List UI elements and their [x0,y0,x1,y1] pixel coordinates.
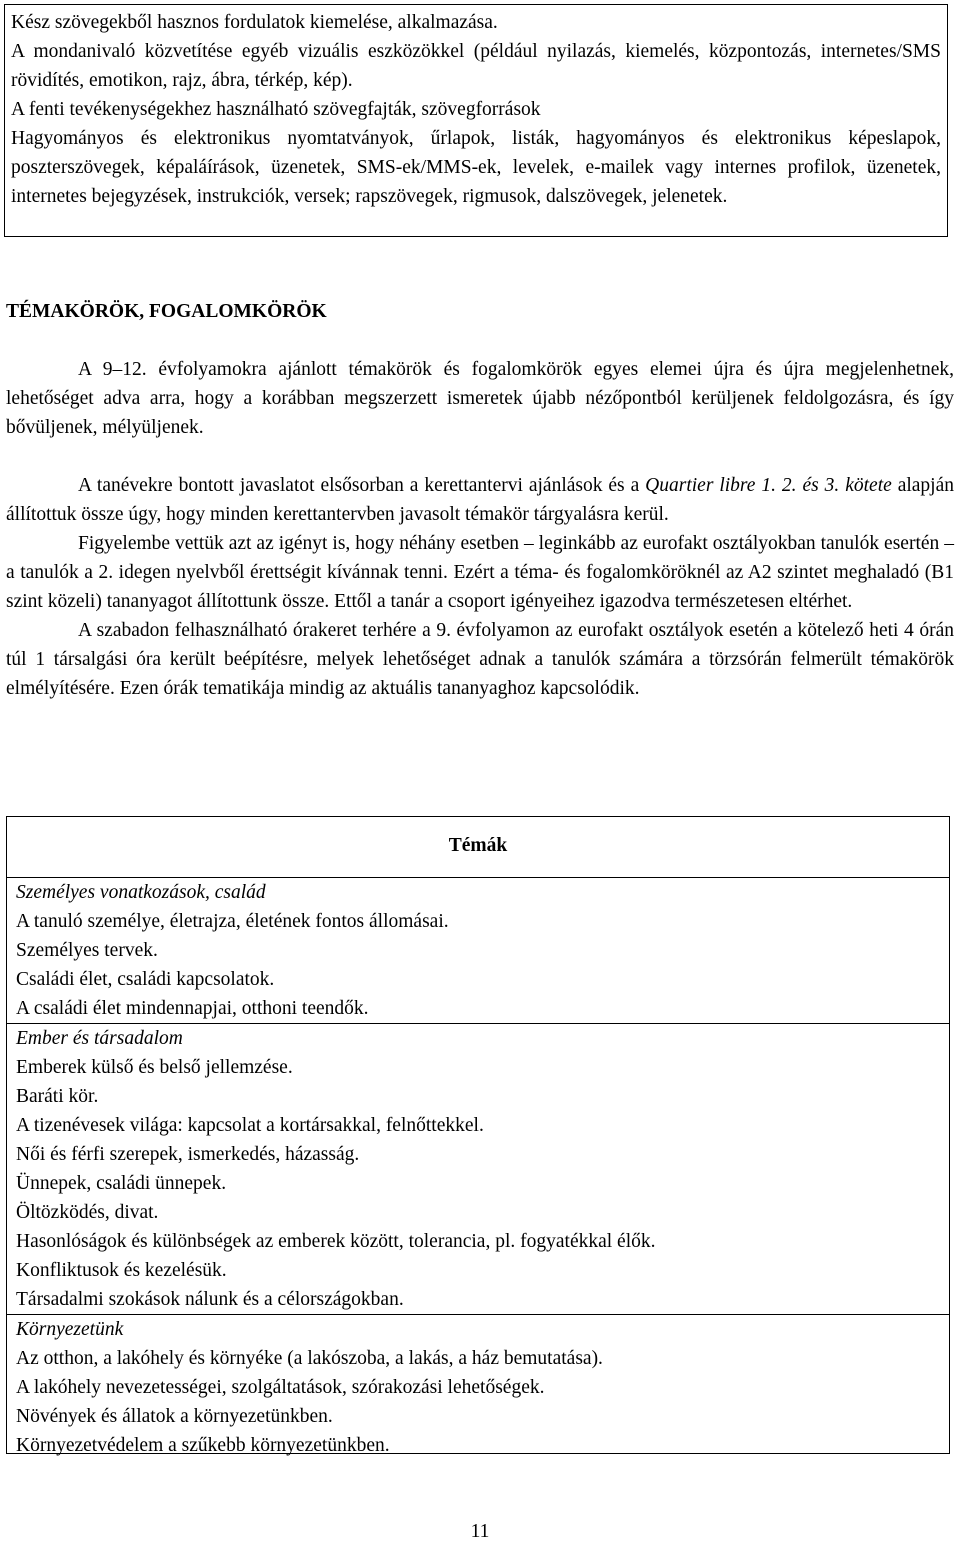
topic-item: Családi élet, családi kapcsolatok. [16,969,275,990]
topic-group [7,877,949,1023]
topics-title: Témák [448,835,508,856]
topic-item: A lakóhely nevezetességei, szolgáltatások, szórakozási lehetőségek. [16,1377,545,1398]
section-heading: TÉMAKÖRÖK, FOGALOMKÖRÖK [6,301,327,322]
activity-line: Kész szövegekből hasznos fordulatok kiemelése, alkalmazása. [11,12,498,33]
topic-item: Az otthon, a lakóhely és környéke (a lakószoba, a lakás, a ház bemutatása). [16,1348,603,1369]
paragraph: Figyelembe vettük azt az igényt is, hogy néhány esetben – leginkább az eurofakt osztályokban tanulók esertén – a tanulók a 2. idegen nyelvből érettségit kívánnak tenni. Ezért a téma- és fogalomköröknél az A2 szintet meghaladó (B1 szint közeli) tananyagot állítottunk össze. Ettől a tanár a csoport igényeihez igazodva természetesen eltérhet. [6,533,954,612]
activity-line: A mondanivaló közvetítése egyéb vizuális eszközökkel (például nyilazás, kiemelés, központozás, internetes/SMS rövidítés, emotikon, rajz, ábra, térkép, kép). [11,41,941,91]
activities-box [4,4,948,237]
paragraph-text: alapján állítottuk össze úgy, hogy minden kerettantervben javasolt témakör tárgyalásra kerül. [6,475,954,525]
topic-item: Hasonlóságok és különbségek az emberek között, tolerancia, pl. fogyatékkal élők. [16,1231,656,1252]
topic-item: Növények és állatok a környezetünkben. [16,1406,333,1427]
topic-item: Ünnepek, családi ünnepek. [16,1173,227,1194]
topic-item: Emberek külső és belső jellemzése. [16,1057,293,1078]
paragraph [6,471,954,529]
topic-item: Környezetvédelem a szűkebb környezetünkben. [16,1435,390,1456]
topic-item: Női és férfi szerepek, ismerkedés, házasság. [16,1144,360,1165]
topic-category: Személyes vonatkozások, család [16,882,266,903]
body-text [6,355,954,703]
topic-category: Ember és társadalom [16,1028,183,1049]
topic-group [7,1314,949,1460]
topic-item: Társadalmi szokások nálunk és a célországokban. [16,1289,404,1310]
topic-item: A tizenévesek világa: kapcsolat a kortársakkal, felnőttekkel. [16,1115,484,1136]
text-types-heading: A fenti tevékenységekhez használható szövegfajták, szövegforrások [11,99,541,120]
page-number: 11 [470,1521,490,1542]
paragraph: A 9–12. évfolyamokra ajánlott témakörök és fogalomkörök egyes elemei újra és újra megjelenhetnek, lehetőséget adva arra, hogy a korábban megszerzett ismeretek újabb nézőpontból kerüljenek feldolgozásra, és így bővüljenek, mélyüljenek. [6,359,954,438]
book-title: Quartier libre 1. 2. és 3. kötete [645,475,892,496]
topic-item: A családi élet mindennapjai, otthoni teendők. [16,998,369,1019]
text-types-list: Hagyományos és elektronikus nyomtatványok, űrlapok, listák, hagyományos és elektronikus képeslapok, poszterszövegek, képaláírások, üzenetek, SMS-ek/MMS-ek, levelek, e-mailek vagy internes profilok, üzenetek, internetes bejegyzések, instrukciók, versek; rapszövegek, rigmusok, dalszövegek, jelenetek. [11,128,941,207]
topics-table [6,816,950,1454]
topic-item: A tanuló személye, életrajza, életének fontos állomásai. [16,911,449,932]
topic-category: Környezetünk [16,1319,124,1340]
topic-item: Konfliktusok és kezelésük. [16,1260,227,1281]
topic-item: Baráti kör. [16,1086,99,1107]
topic-item: Személyes tervek. [16,940,158,961]
topic-item: Öltözködés, divat. [16,1202,159,1223]
topic-group [7,1023,949,1314]
paragraph: A szabadon felhasználható órakeret terhére a 9. évfolyamon az eurofakt osztályok esetén a kötelező heti 4 órán túl 1 társalgási óra került beépítésre, melyek lehetőséget adnak a tanulók számára a törzsórán felmerült témakörök elmélyítésére. Ezen órák tematikája mindig az aktuális tananyaghoz kapcsolódik. [6,620,954,699]
paragraph-text: A tanévekre bontott javaslatot elsősorban a kerettantervi ajánlások és a [78,475,646,496]
